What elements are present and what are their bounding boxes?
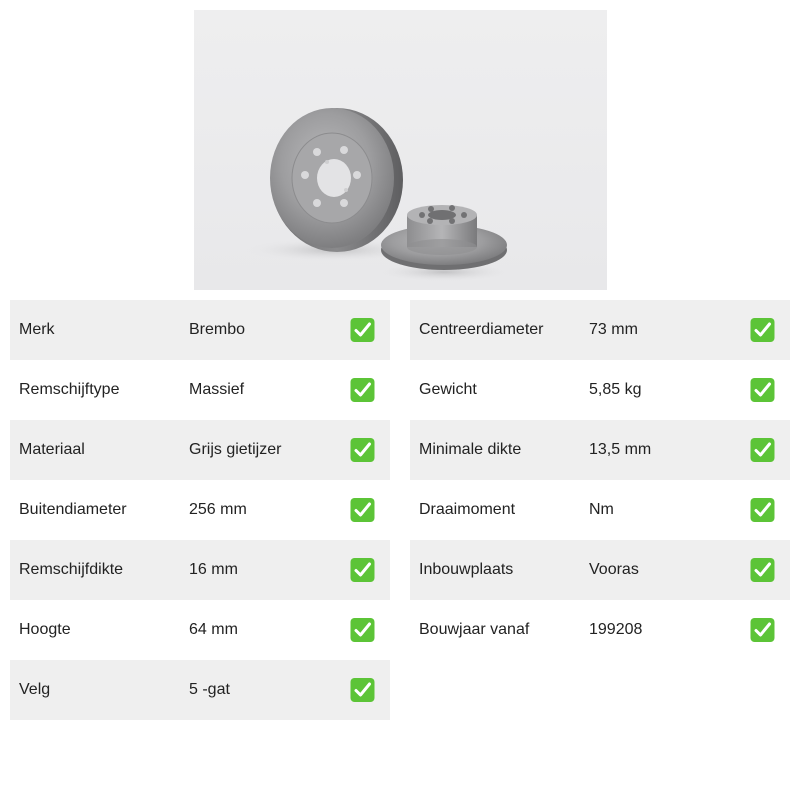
spec-value: Grijs gietijzer (189, 441, 282, 458)
product-image (194, 10, 607, 290)
spec-label: Bouwjaar vanaf (419, 621, 530, 638)
spec-value: 5 -gat (189, 681, 230, 698)
spec-row (10, 420, 390, 480)
check-mark-icon (750, 318, 775, 343)
spec-label: Remschijfdikte (19, 561, 124, 578)
check-mark-icon (750, 618, 775, 643)
check-mark-icon (350, 558, 375, 583)
spec-row (10, 360, 390, 420)
spec-label: Materiaal (19, 441, 85, 458)
spec-label: Centreerdiameter (419, 321, 544, 338)
spec-row (410, 600, 790, 660)
check-mark-icon (750, 498, 775, 523)
spec-value: Brembo (189, 321, 246, 338)
spec-value: Nm (589, 501, 614, 518)
spec-row (10, 300, 390, 360)
check-mark-icon (350, 318, 375, 343)
check-mark-icon (350, 618, 375, 643)
check-mark-icon (750, 378, 775, 403)
spec-row (10, 480, 390, 540)
spec-value: Massief (189, 381, 245, 398)
spec-row (10, 540, 390, 600)
check-mark-icon (750, 558, 775, 583)
spec-value: 13,5 mm (589, 441, 652, 458)
spec-label: Buitendiameter (19, 501, 127, 518)
specs-right-column (410, 300, 790, 660)
spec-row (410, 360, 790, 420)
spec-row (10, 660, 390, 720)
spec-label: Minimale dikte (419, 441, 522, 458)
check-mark-icon (350, 678, 375, 703)
spec-label: Hoogte (19, 621, 71, 638)
spec-label: Inbouwplaats (419, 561, 514, 578)
spec-row (10, 600, 390, 660)
spec-value: 64 mm (189, 621, 238, 638)
spec-row (410, 300, 790, 360)
spec-value: 5,85 kg (589, 381, 642, 398)
check-mark-icon (350, 378, 375, 403)
spec-label: Remschijftype (19, 381, 120, 398)
spec-label: Draaimoment (419, 501, 516, 518)
spec-row (410, 480, 790, 540)
spec-label: Velg (19, 681, 51, 698)
check-mark-icon (350, 438, 375, 463)
specs-left-column (10, 300, 390, 720)
check-mark-icon (350, 498, 375, 523)
spec-value: 16 mm (189, 561, 238, 578)
spec-row (410, 540, 790, 600)
spec-label: Merk (19, 321, 55, 338)
spec-value: 73 mm (589, 321, 638, 338)
spec-value: 199208 (589, 621, 643, 638)
spec-label: Gewicht (419, 381, 477, 398)
spec-value: 256 mm (189, 501, 247, 518)
brake-disc-pair-icon (194, 10, 607, 290)
spec-row (410, 420, 790, 480)
spec-value: Vooras (589, 561, 639, 578)
check-mark-icon (750, 438, 775, 463)
